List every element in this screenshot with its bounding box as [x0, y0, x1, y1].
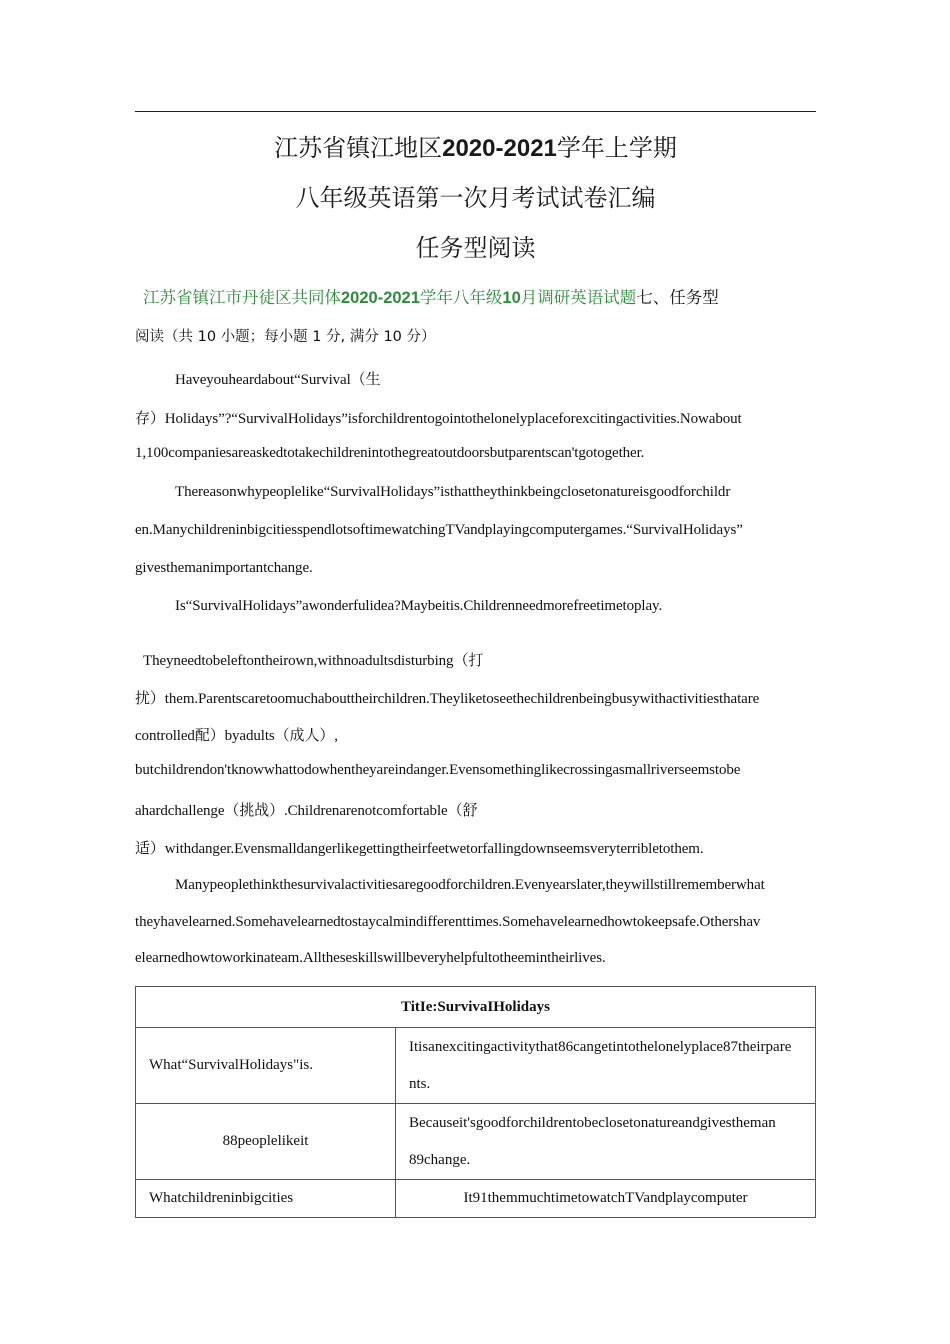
- table-cell-right: [396, 1028, 816, 1104]
- title-line-1-pre: 江苏省镇江地区: [274, 134, 443, 162]
- title-line-3: 任务型阅读: [415, 234, 536, 262]
- title-line-1-year: 2020-2021: [442, 135, 557, 162]
- source-pre: 江苏省镇江市丹徒区共同体: [143, 288, 341, 307]
- passage-line: theyhavelearned.Somehavelearnedtostaycalmindifferenttimes.Somehavelearnedhowtokeepsafe.Othershav: [135, 914, 761, 930]
- title-line-2: 八年级英语第一次月考试试卷汇编: [295, 184, 656, 212]
- table-cell-left: 88peoplelikeit: [136, 1104, 396, 1180]
- passage-line: Is“SurvivalHolidays”awonderfulidea?Maybeitis.Childrenneedmorefreetimetoplay.: [175, 598, 663, 614]
- passage-line: givesthemanimportantchange.: [135, 560, 313, 576]
- table-title: TitIe:SurvivaIHolidays: [136, 987, 816, 1028]
- table-row: [136, 1028, 816, 1104]
- passage-line: Theyneedtobeleftontheirown,withnoadultsdisturbing（打: [143, 653, 484, 669]
- passage-line: 扰）them.Parentscaretoomuchabouttheirchildren.Theyliketoseethechildrenbeingbusywithactivitiesthatare: [135, 691, 760, 707]
- table-cell-right: [396, 1104, 816, 1180]
- passage-line: elearnedhowtoworkinateam.Alltheseskillswillbeveryhelpfultotheemintheirlives.: [135, 950, 606, 966]
- table-cell-left: What“SurvivalHolidays"is.: [136, 1028, 396, 1104]
- passage-line: Thereasonwhypeoplelike“SurvivalHolidays”isthattheythinkbeingclosetonatureisgoodforchildr: [175, 484, 731, 500]
- source-year: 2020-2021: [341, 289, 420, 307]
- table-cell-right: It91themmuchtimetowatchTVandplaycomputer: [396, 1180, 816, 1218]
- passage-line: ahardchallenge（挑战）.Childrenarenotcomfortable（舒: [135, 803, 478, 819]
- section-heading: 七、任务型: [636, 288, 719, 307]
- task-table: [135, 986, 816, 1218]
- passage-line: 适）withdanger.Evensmalldangerlikegettingtheirfeetwetorfallingdownseemsveryterribletothem.: [135, 841, 704, 857]
- source-mid: 学年八年级: [419, 288, 503, 307]
- passage-line: Manypeoplethinkthesurvivalactivitiesaregoodforchildren.Evenyearslater,theywillstillrememberwhat: [175, 877, 765, 893]
- passage-line: en.ManychildreninbigcitiesspendlotsoftimewatchingTVandplayingcomputergames.“SurvivalHolidays”: [135, 522, 743, 538]
- section-source: [143, 284, 719, 308]
- section-heading-cont: 阅读（共 10 小题；每小题 1 分, 满分 10 分）: [135, 329, 436, 345]
- cell-line: Becauseit'sgoodforchildrentobeclosetonatureandgivestheman: [409, 1114, 776, 1131]
- passage-line: 存）Holidays”?“SurvivalHolidays”isforchildrentogointothelonelyplaceforexcitingactivities.Nowabout: [135, 411, 742, 427]
- passage-line: controlled配）byadults（成人）,: [135, 728, 338, 744]
- table-row: [136, 1104, 816, 1180]
- cell-line: nts.: [409, 1075, 431, 1092]
- title-line-1: [135, 128, 816, 163]
- title-line-1-post: 学年上学期: [556, 134, 677, 162]
- cell-line: 89change.: [409, 1151, 471, 1168]
- table-row: [136, 1180, 816, 1218]
- cell-line: Itisanexcitingactivitythat86cangetintothelonelyplace87theirpare: [409, 1038, 792, 1055]
- passage-line: Haveyouheardabout“Survival（生: [175, 372, 381, 388]
- table-cell-left: Whatchildreninbigcities: [136, 1180, 396, 1218]
- header-rule: [135, 111, 816, 112]
- source-month: 10: [502, 289, 521, 307]
- source-post: 月调研英语试题: [520, 288, 637, 307]
- passage-line: butchildrendon'tknowwhattodowhentheyareindanger.Evensomethinglikecrossingasmallriverseemstobe: [135, 762, 741, 778]
- passage-line: 1,100companiesareaskedtotakechildrenintothegreatoutdoorsbutparentscan'tgotogether.: [135, 445, 645, 461]
